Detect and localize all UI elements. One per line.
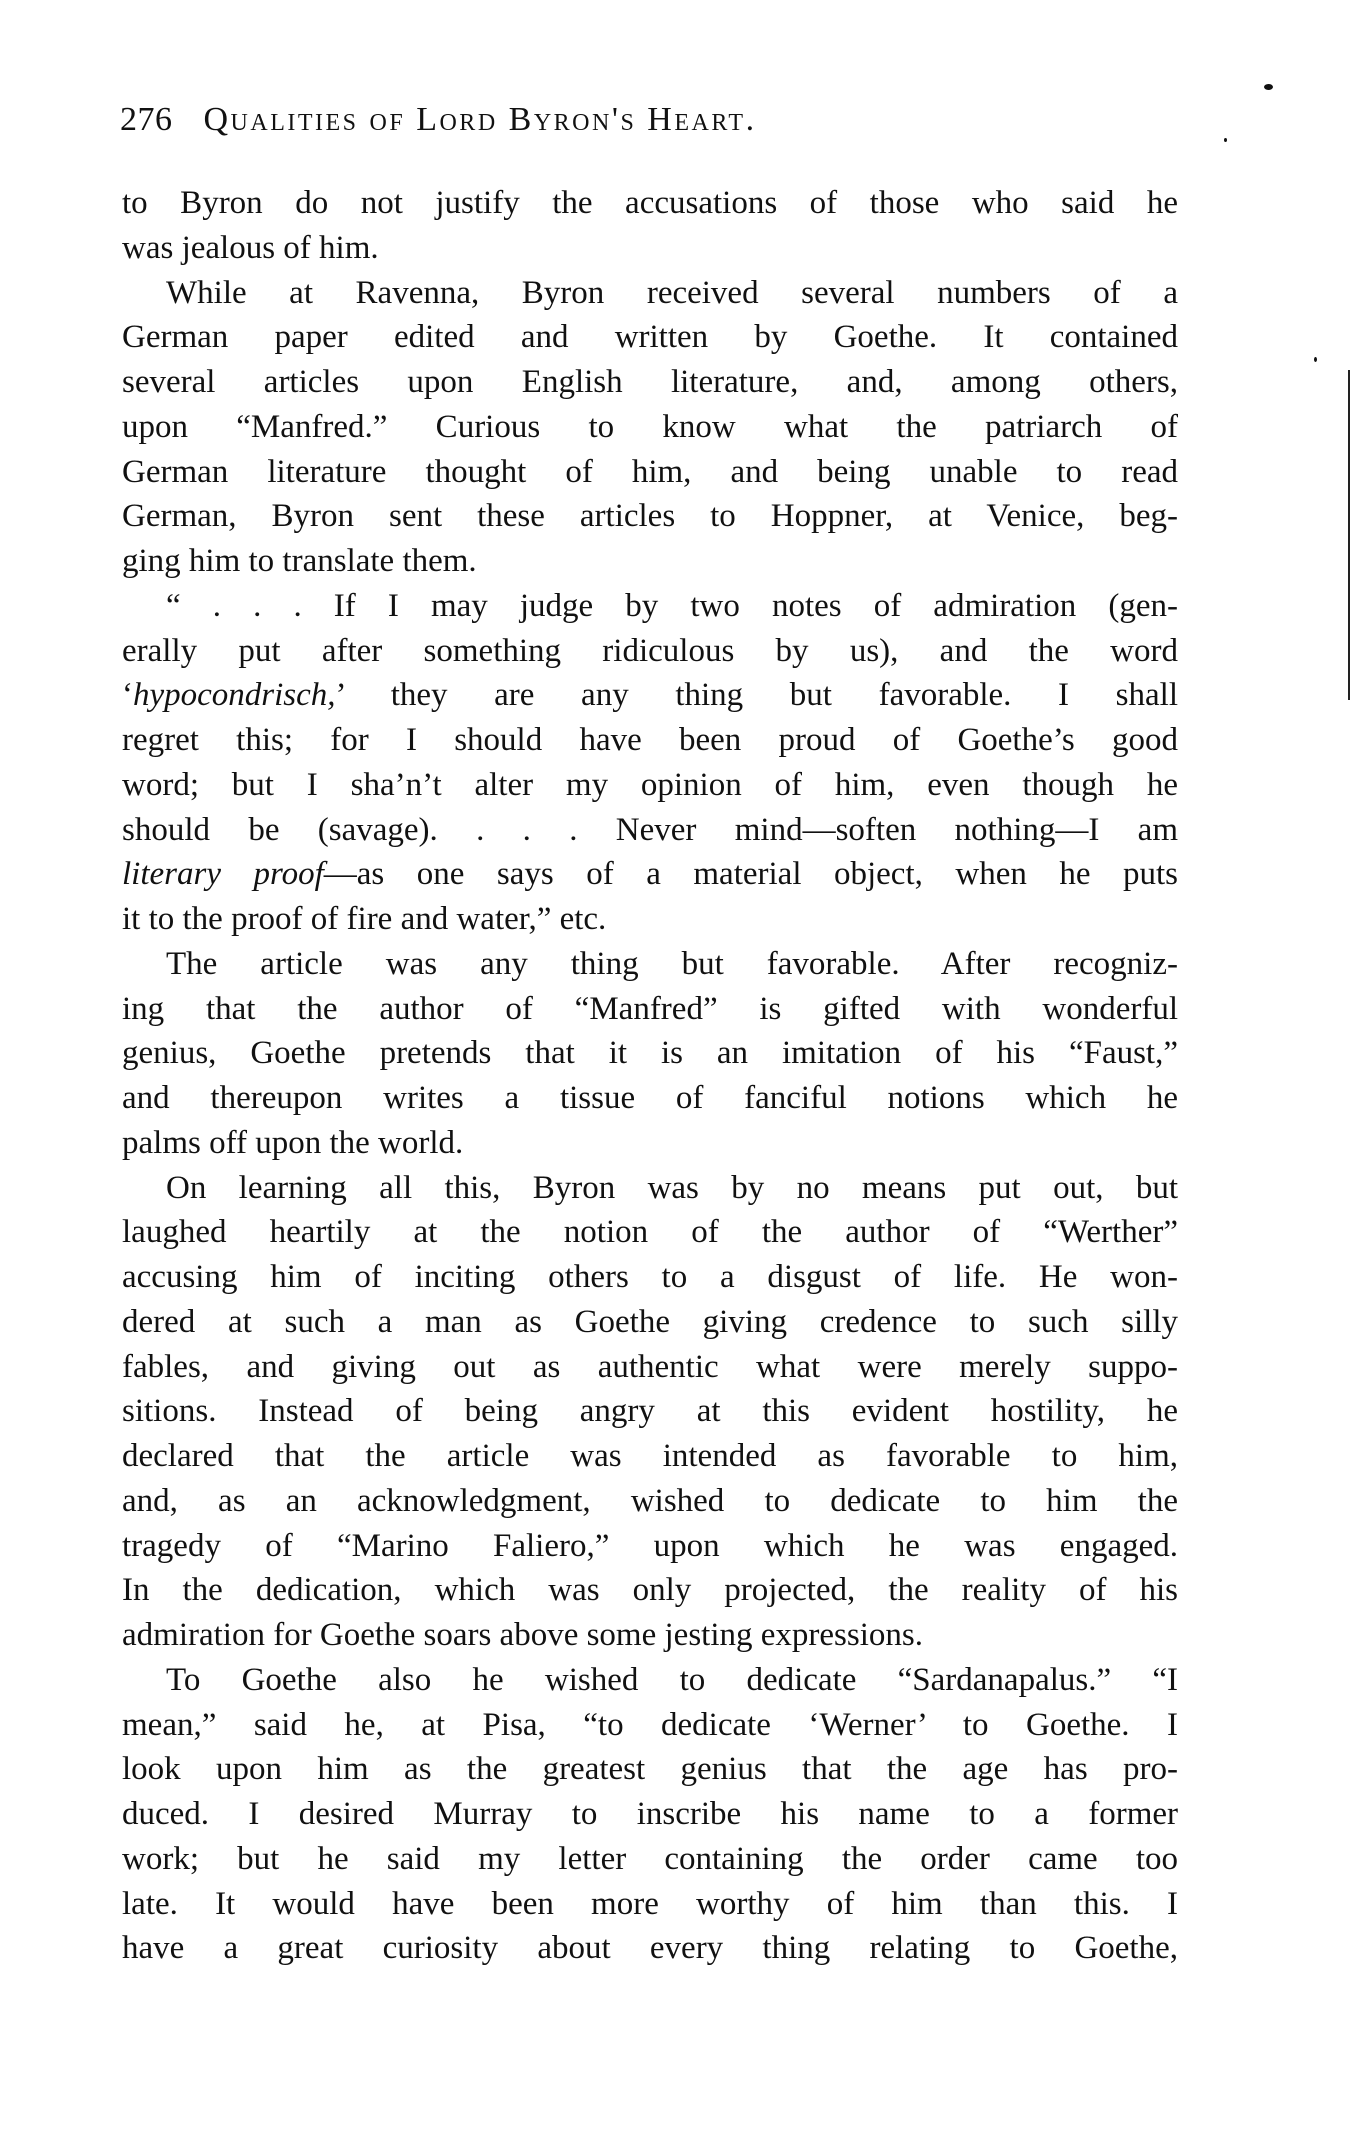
text-line: should be (savage). . . . Never mind—soften nothing—I am: [122, 811, 1178, 848]
text-line: genius, Goethe pretends that it is an imitation of his “Faust,”: [122, 1035, 1178, 1072]
text-line: German paper edited and written by Goethe. It contained: [122, 319, 1178, 356]
scan-speck: [1224, 138, 1227, 142]
text-line: look upon him as the greatest genius that the age has pro-: [122, 1751, 1178, 1788]
text-line: regret this; for I should have been proud of Goethe’s good: [122, 722, 1178, 758]
text-run: ‘: [122, 677, 133, 714]
text-line: The article was any thing but favorable. After recogniz-: [166, 945, 1178, 982]
text-line: it to the proof of fire and water,” etc.: [122, 901, 607, 937]
text-line: While at Ravenna, Byron received several numbers of a: [166, 274, 1178, 311]
italic-text: hypocondrisch,: [133, 677, 336, 714]
body-text: [122, 181, 1178, 1971]
text-line: palms off upon the world.: [122, 1124, 464, 1161]
scan-speck: [1314, 357, 1317, 362]
text-line: sitions. Instead of being angry at this evident hostility, he: [122, 1393, 1178, 1430]
text-line: work; but he said my letter containing the order came too: [122, 1840, 1178, 1877]
text-line: accusing him of inciting others to a disgust of life. He won-: [122, 1259, 1178, 1295]
text-line: [122, 852, 1178, 897]
text-line: and, as an acknowledgment, wished to dedicate to him the: [122, 1482, 1178, 1519]
scan-speck: [1264, 84, 1273, 90]
text-line: have a great curiosity about every thing relating to Goethe,: [122, 1930, 1178, 1967]
text-line: late. It would have been more worthy of him than this. I: [122, 1885, 1178, 1922]
text-line: several articles upon English literature, and, among others,: [122, 364, 1178, 400]
text-line: ing that the author of “Manfred” is gifted with wonderful: [122, 990, 1178, 1027]
text-line: admiration for Goethe soars above some jesting expressions.: [122, 1617, 923, 1653]
text-line: mean,” said he, at Pisa, “to dedicate ‘Werner’ to Goethe. I: [122, 1706, 1178, 1743]
text-line: ging him to translate them.: [122, 543, 477, 579]
text-line: and thereupon writes a tissue of fanciful notions which he: [122, 1080, 1178, 1116]
text-line: erally put after something ridiculous by us), and the word: [122, 632, 1178, 669]
text-line: tragedy of “Marino Faliero,” upon which he was engaged.: [122, 1527, 1178, 1564]
text-line: To Goethe also he wished to dedicate “Sardanapalus.” “I: [166, 1661, 1178, 1698]
text-run: ’ they are any thing but favorable. I shall: [335, 677, 1178, 714]
text-line: On learning all this, Byron was by no means put out, but: [166, 1169, 1178, 1206]
text-line: laughed heartily at the notion of the author of “Werther”: [122, 1214, 1178, 1251]
italic-text: literary proof: [122, 856, 324, 893]
text-line: word; but I sha’n’t alter my opinion of him, even though he: [122, 766, 1178, 803]
text-line: upon “Manfred.” Curious to know what the patriarch of: [122, 408, 1178, 445]
text-line: German, Byron sent these articles to Hoppner, at Venice, beg-: [122, 498, 1178, 535]
page-number: 276: [120, 101, 173, 138]
text-line: dered at such a man as Goethe giving credence to such silly: [122, 1303, 1178, 1340]
running-head: [120, 100, 1180, 140]
scan-binding-line: [1348, 370, 1350, 700]
text-line: German literature thought of him, and being unable to read: [122, 453, 1178, 490]
text-line: to Byron do not justify the accusations of those who said he: [122, 185, 1178, 221]
text-line: fables, and giving out as authentic what were merely suppo-: [122, 1348, 1178, 1385]
text-line: declared that the article was intended as favorable to him,: [122, 1438, 1178, 1474]
text-line: In the dedication, which was only projected, the reality of his: [122, 1572, 1178, 1609]
running-title: Qualities of Lord Byron's Heart.: [203, 101, 757, 138]
text-line: was jealous of him.: [122, 229, 379, 266]
text-line: [122, 673, 1178, 718]
text-run: —as one says of a material object, when he puts: [323, 856, 1178, 893]
text-line: duced. I desired Murray to inscribe his name to a former: [122, 1796, 1178, 1832]
text-line: “ . . . If I may judge by two notes of admiration (gen-: [166, 587, 1178, 624]
